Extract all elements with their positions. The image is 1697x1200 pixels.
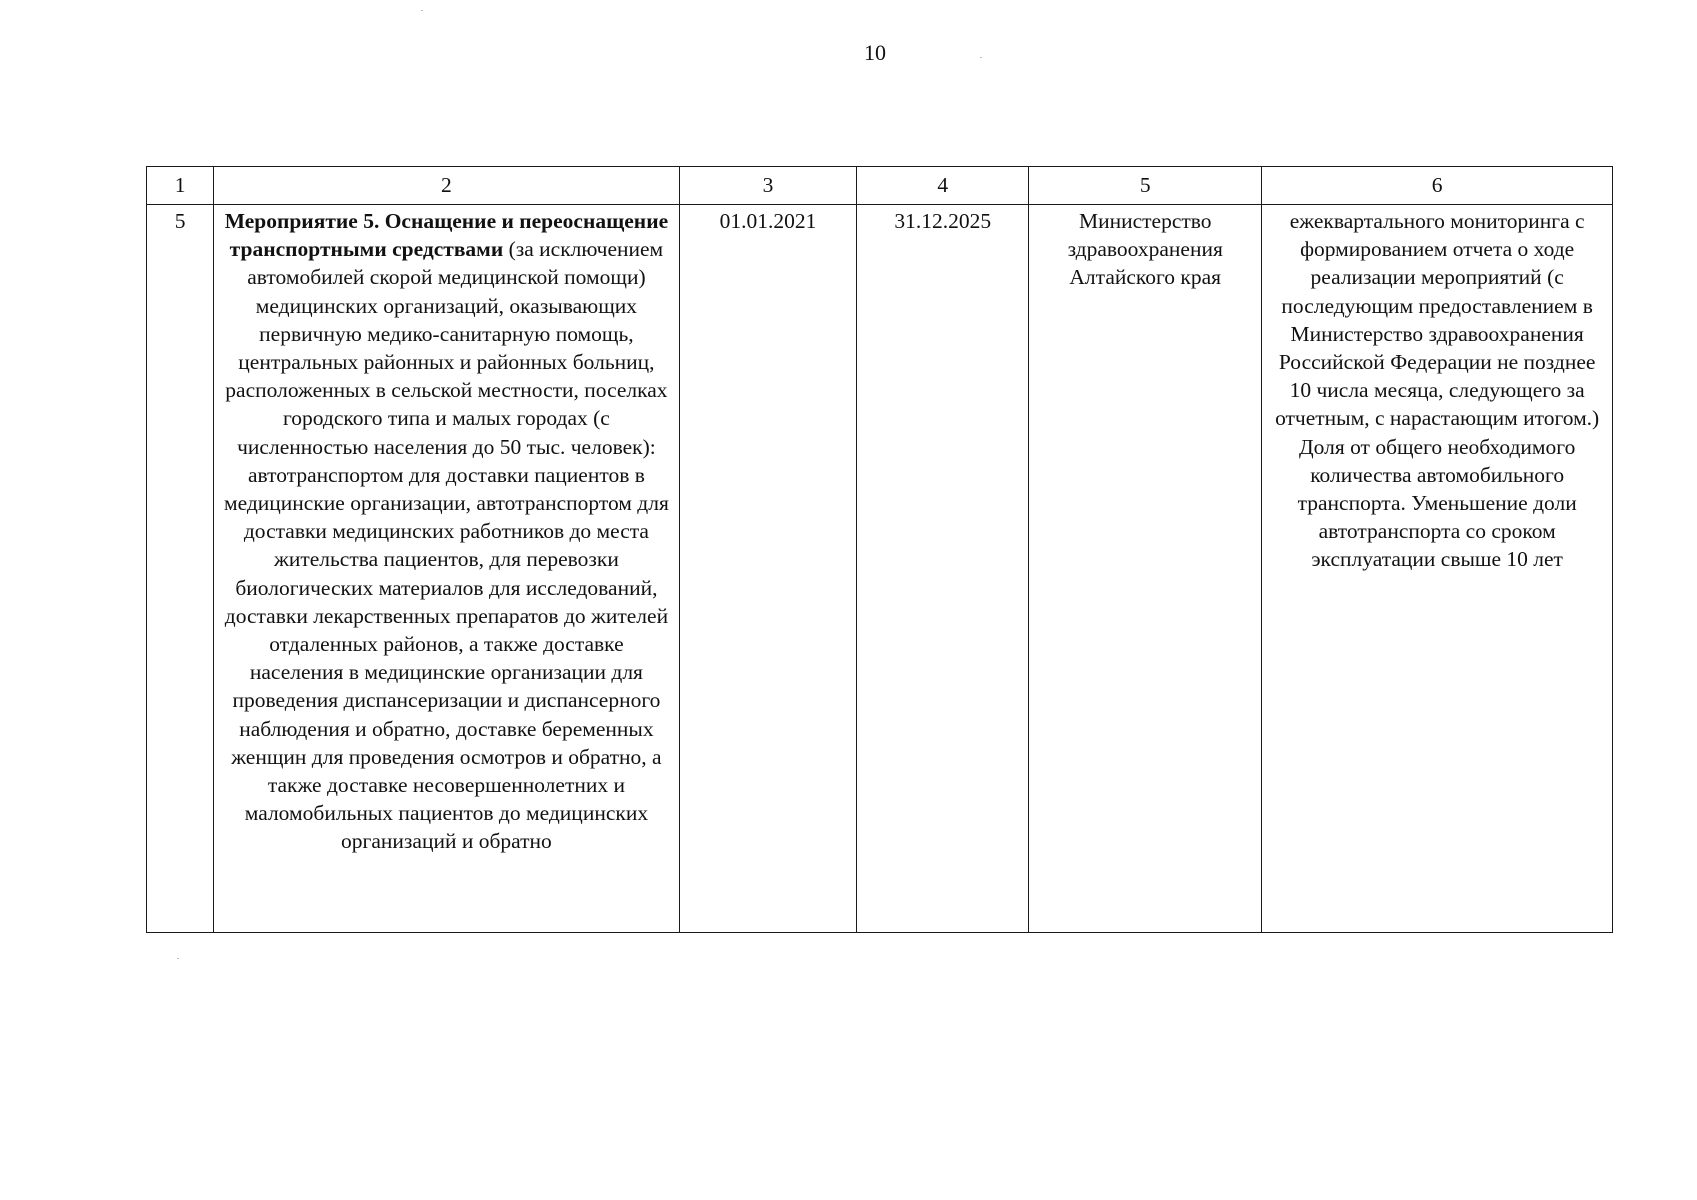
column-header-4: 4 <box>857 167 1029 205</box>
start-date-cell: 01.01.2021 <box>679 205 857 933</box>
event-title: Мероприятие 5. Оснащение и переоснащение транспортными средствами <box>224 209 669 262</box>
column-header-6: 6 <box>1262 167 1613 205</box>
scan-speck <box>421 10 423 11</box>
responsible-cell: Министерство здравоохранения Алтайского края <box>1029 205 1262 933</box>
column-header-2: 2 <box>214 167 679 205</box>
measures-table <box>146 166 1613 933</box>
end-date-cell: 31.12.2025 <box>857 205 1029 933</box>
page-number: 10 <box>864 40 886 65</box>
column-header-3: 3 <box>679 167 857 205</box>
row-number-cell: 5 <box>147 205 214 933</box>
event-cell <box>214 205 679 933</box>
column-header-5: 5 <box>1029 167 1262 205</box>
scan-speck <box>177 958 179 959</box>
scan-speck <box>980 57 982 58</box>
column-number-row <box>147 167 1613 205</box>
result-cell: ежеквартального мониторинга с формированием отчета о ходе реализации мероприятий (с последующим предоставлением в Министерство здравоохранения Российской Федерации не позднее 10 числа месяца, следующего за отчетным, с нарастающим итогом.) Доля от общего необходимого количества автомобильного транспорта. Уменьшение доли автотранспорта со сроком эксплуатации свыше 10 лет <box>1262 205 1613 933</box>
event-description: (за исключением автомобилей скорой медицинской помощи) медицинских организаций, оказывающих первичную медико-санитарную помощь, центральных районных и районных больниц, расположенных в сельской местности, поселках городского типа и малых городах (с численностью населения до 50 тыс. человек): автотранспортом для доставки пациентов в медицинские организации, автотранспортом для доставки медицинских работников до места жительства пациентов, для перевозки биологических материалов для исследований, доставки лекарственных препаратов до жителей отдаленных районов, а также доставке населения в медицинские организации для проведения диспансеризации и диспансерного наблюдения и обратно, доставке беременных женщин для проведения осмотров и обратно, а также доставке несовершеннолетних и маломобильных пациентов до медицинских организаций и обратно <box>223 237 669 854</box>
column-header-1: 1 <box>147 167 214 205</box>
table-row <box>147 205 1613 933</box>
